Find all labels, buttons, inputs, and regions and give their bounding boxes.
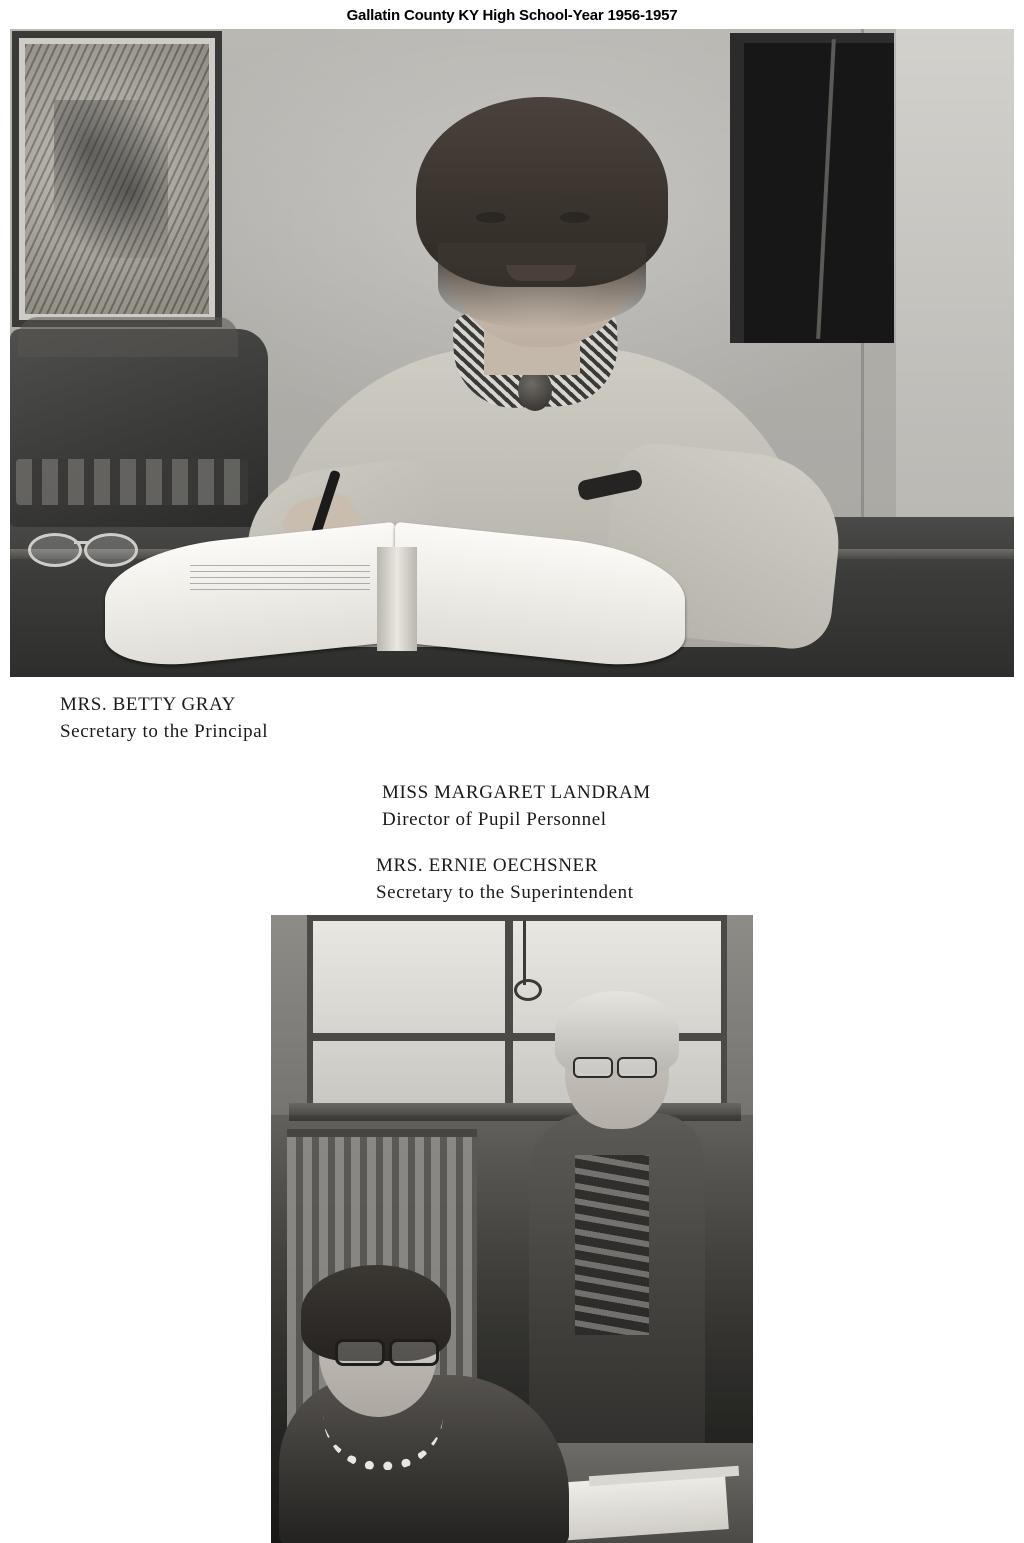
standing-woman-glasses: [573, 1057, 665, 1075]
right-eye: [560, 212, 590, 223]
page-title: [0, 0, 1024, 30]
caption-role: Secretary to the Principal: [60, 721, 269, 742]
book-spine: [377, 547, 417, 651]
right-eyebrow: [557, 198, 593, 203]
hair: [416, 97, 668, 287]
seated-woman: [279, 1265, 569, 1543]
caption-role: Director of Pupil Personnel: [382, 809, 607, 830]
book-page-right: [395, 522, 685, 672]
secretary-at-desk-photo: [10, 29, 1014, 677]
eyeglass-lens-left: [573, 1057, 613, 1078]
book-text-lines: [190, 565, 370, 591]
eyeglass-lens-right: [389, 1339, 439, 1366]
open-ledger-book: [105, 527, 685, 657]
caption-margaret-landram: [382, 782, 651, 831]
eyeglass-lens-left: [28, 533, 82, 567]
eyeglass-lens-right: [617, 1057, 657, 1078]
caption-name: MRS. BETTY GRAY: [60, 694, 236, 715]
standing-woman-scarf: [575, 1155, 649, 1335]
caption-role: Secretary to the Superintendent: [376, 882, 634, 903]
caption-name: MISS MARGARET LANDRAM: [382, 782, 651, 803]
machine-top: [18, 317, 238, 357]
caption-name: MRS. ERNIE OECHSNER: [376, 855, 599, 876]
left-eye: [476, 212, 506, 223]
window-mullion-vertical: [505, 921, 513, 1109]
two-women-office-photo: [271, 915, 753, 1543]
eyeglass-lens-left: [335, 1339, 385, 1366]
caption-ernie-oechsner: [376, 855, 634, 904]
brooch: [518, 369, 552, 411]
eyeglass-bridge: [74, 541, 90, 544]
seated-woman-body: [279, 1375, 569, 1543]
office-machine: [10, 329, 268, 527]
window-shade-cord: [523, 921, 526, 985]
framed-picture: [12, 31, 222, 327]
seated-woman-glasses: [335, 1339, 439, 1361]
book-page-left: [105, 522, 395, 672]
mouth: [506, 265, 576, 281]
page-title-text: Gallatin County KY High School-Year 1956-1957: [346, 6, 678, 24]
left-eyebrow: [473, 198, 509, 203]
caption-betty-gray: [60, 694, 268, 743]
